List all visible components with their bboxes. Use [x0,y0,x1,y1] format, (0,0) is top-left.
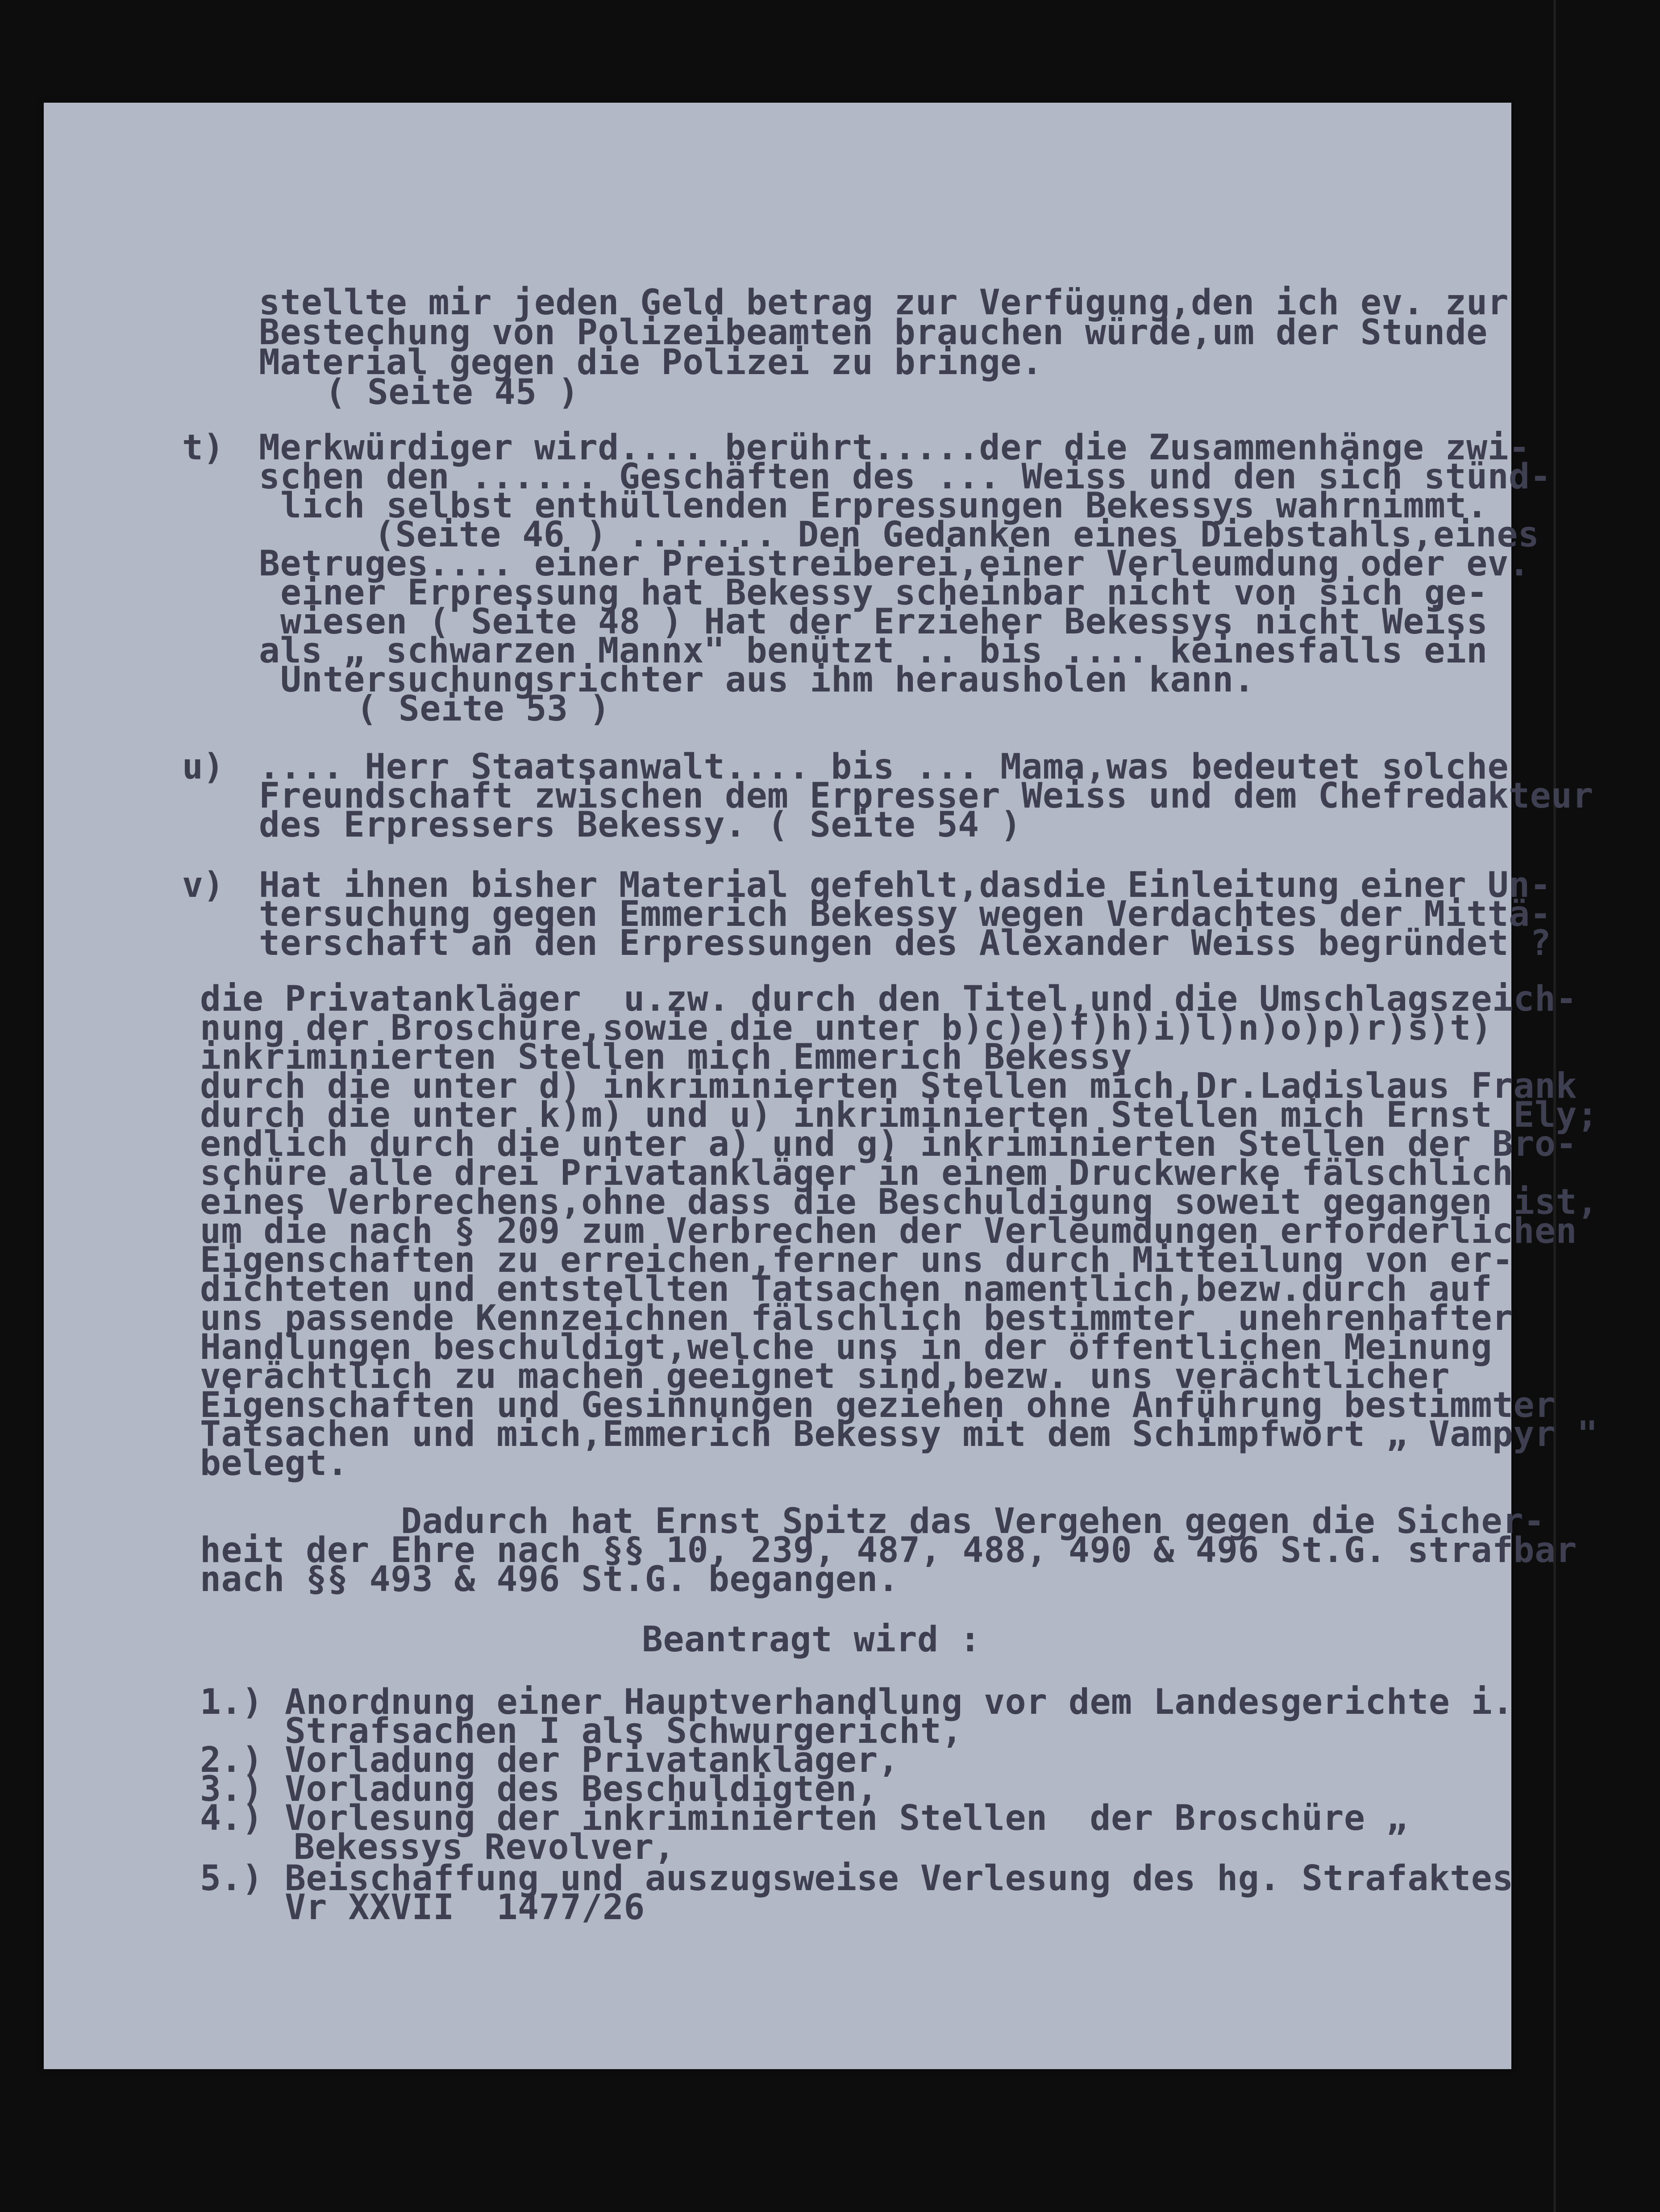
text-line: schen den ...... Geschäften des ... Weiss und den sich stünd- [259,457,1552,497]
list-item: Strafsachen I als Schwurgericht, [285,1711,963,1751]
text-line: Bestechung von Polizeibeamten brauchen würde,um der Stunde [259,312,1488,353]
text-line: Dadurch hat Ernst Spitz das Vergehen gegen die Sicher- [401,1501,1545,1541]
text-line: uns passende Kennzeichnen fälschlich bestimmter unehrenhafter [200,1298,1514,1338]
text-line: Freundschaft zwischen dem Erpresser Weiss und dem Chefredakteur [259,776,1593,816]
text-line: belegt. [200,1443,349,1483]
text-line: stellte mir jeden Geld betrag zur Verfügung,den ich ev. zur [259,283,1509,323]
text-line: Betruges.... einer Preistreiberei,einer Verleumdung oder ev. [259,544,1530,584]
motion-heading: Beantragt wird : [642,1620,981,1660]
text-line: dichteten und entstellten Tatsachen namentlich,bezw.durch auf [200,1269,1493,1309]
text-line: durch die unter d) inkriminierten Stellen mich,Dr.Ladislaus Frank [200,1066,1577,1106]
list-item: Vorlesung der inkriminierten Stellen der Broschüre „ [285,1798,1408,1838]
text-line: verächtlich zu machen geeignet sind,bezw. uns verächtlicher [200,1356,1450,1396]
text-line: durch die unter k)m) und u) inkriminierten Stellen mich Ernst Ely; [200,1095,1598,1135]
page-reference: ( Seite 45 ) [325,372,579,412]
page-reference: ( Seite 53 ) [356,689,611,729]
text-line: Eigenschaften und Gesinnungen geziehen ohne Anführung bestimmter [200,1385,1556,1425]
list-item: Vorladung der Privatankläger, [285,1740,899,1780]
list-item: Anordnung einer Hauptverhandlung vor dem Landesgerichte i. [285,1682,1514,1722]
list-item: Bekessys Revolver, [294,1827,675,1867]
item-label: v) [182,865,224,905]
item-label: u) [182,747,224,787]
text-line: Material gegen die Polizei zu bringe. [259,342,1043,383]
list-item: Beischaffung und auszugsweise Verlesung des hg. Strafaktes [285,1858,1514,1899]
text-line: Merkwürdiger wird.... berührt.....der die Zusammenhänge zwi- [259,428,1530,468]
text-line: heit der Ehre nach §§ 10, 239, 487, 488, 490 & 496 St.G. strafbar [200,1530,1577,1570]
list-number: 3.) [200,1769,263,1809]
text-line: eines Verbrechens,ohne dass die Beschuldigung soweit gegangen ist, [200,1182,1598,1222]
text-line: schüre alle drei Privatankläger in einem Druckwerke fälschlich [200,1153,1514,1193]
list-item: Vr XXVII 1477/26 [285,1887,645,1928]
text-line: terschaft an den Erpressungen des Alexander Weiss begründet ? [259,923,1552,963]
text-line: einer Erpressung hat Bekessy scheinbar nicht von sich ge- [280,573,1488,613]
text-line: tersuchung gegen Emmerich Bekessy wegen Verdachtes der Mittä- [259,894,1552,934]
list-number: 4.) [200,1798,263,1838]
text-line: (Seite 46 ) ....... Den Gedanken eines Diebstahls,eines [374,515,1539,555]
page-text [44,103,1598,2069]
text-line: inkriminierten Stellen mich Emmerich Bekessy [200,1037,1132,1077]
list-number: 5.) [200,1858,263,1899]
text-line: Hat ihnen bisher Material gefehlt,dasdie Einleitung einer Un- [259,865,1552,905]
text-line: um die nach § 209 zum Verbrechen der Verleumdungen erforderlichen [200,1211,1577,1251]
text-line: Eigenschaften zu erreichen,ferner uns durch Mitteilung von er- [200,1240,1514,1280]
text-line: die Privatankläger u.zw. durch den Titel,und die Umschlagszeich- [200,979,1577,1019]
text-line: nung der Broschüre,sowie die unter b)c)e)f)h)i)l)n)o)p)r)s)t) [200,1008,1493,1048]
text-line: Handlungen beschuldigt,welche uns in der öffentlichen Meinung [200,1327,1493,1367]
item-label: t) [182,428,224,468]
text-line: Untersuchungsrichter aus ihm herausholen kann. [280,660,1255,700]
text-line: wiesen ( Seite 48 ) Hat der Erzieher Bekessys nicht Weiss [280,602,1488,642]
text-line: .... Herr Staatsanwalt.... bis ... Mama,was bedeutet solche [259,747,1509,787]
list-item: Vorladung des Beschuldigten, [285,1769,878,1809]
text-line: lich selbst enthüllenden Erpressungen Bekessys wahrnimmt. [280,486,1488,526]
document-page [44,103,1598,2069]
list-number: 1.) [200,1682,263,1722]
list-number: 2.) [200,1740,263,1780]
text-line: des Erpressers Bekessy. ( Seite 54 ) [259,805,1022,845]
text-line: nach §§ 493 & 496 St.G. begangen. [200,1559,899,1600]
text-line: Tatsachen und mich,Emmerich Bekessy mit dem Schimpfwort „ Vampyr " [200,1414,1598,1454]
text-line: als „ schwarzen Mannx" benützt .. bis .... keinesfalls ein [259,631,1488,671]
text-line: endlich durch die unter a) und g) inkriminierten Stellen der Bro- [200,1124,1577,1164]
